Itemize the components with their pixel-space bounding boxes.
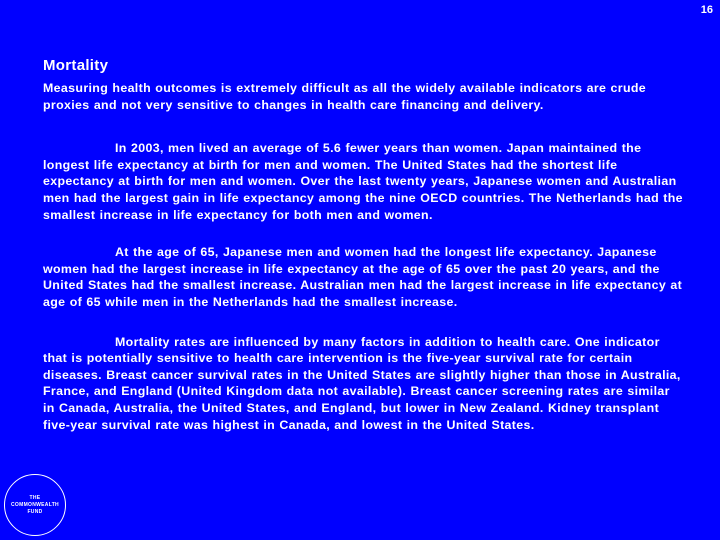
logo-line: FUND [27, 508, 43, 515]
intro-paragraph: Measuring health outcomes is extremely difficult as all the widely available indicators are crude proxies and not very sensitive to changes in health care financing and delivery. [43, 81, 647, 112]
commonwealth-fund-logo [4, 474, 66, 536]
slide-content [43, 57, 683, 433]
logo-line: COMMONWEALTH [11, 501, 59, 508]
paragraph-mortality-rates: Mortality rates are influenced by many factors in addition to health care. One indicator that is potentially sensitive to health care intervention is the five-year survival rate for certain diseases. Breast cancer survival rates in the United States are slightly higher than those in Australia, France, and England (United Kingdom data not available). Breast cancer screening rates are similar in Canada, Australia, the United States, and England, but lower in New Zealand. Kidney transplant five-year survival rate was highest in Canada, and lowest in the United States. [43, 334, 681, 432]
page-title: Mortality [43, 57, 109, 74]
page-number: 16 [700, 4, 713, 16]
paragraph-life-expectancy-birth: In 2003, men lived an average of 5.6 fewer years than women. Japan maintained the longest life expectancy at birth for men and women. The United States had the shortest life expectancy at birth for men and women. Over the last twenty years, Japanese women and Australian men had the largest gain in life expectancy among the nine OECD countries. The Netherlands had the smallest increase in life expectancy for both men and women. [43, 141, 683, 222]
paragraph-life-expectancy-65: At the age of 65, Japanese men and women had the longest life expectancy. Japanese women had the largest increase in life expectancy at the age of 65 over the past 20 years, and the United States had the smallest increase. Australian men had the largest increase in life expectancy at age of 65 while men in the Netherlands had the smallest increase. [43, 245, 683, 309]
logo-line: THE [29, 494, 41, 501]
